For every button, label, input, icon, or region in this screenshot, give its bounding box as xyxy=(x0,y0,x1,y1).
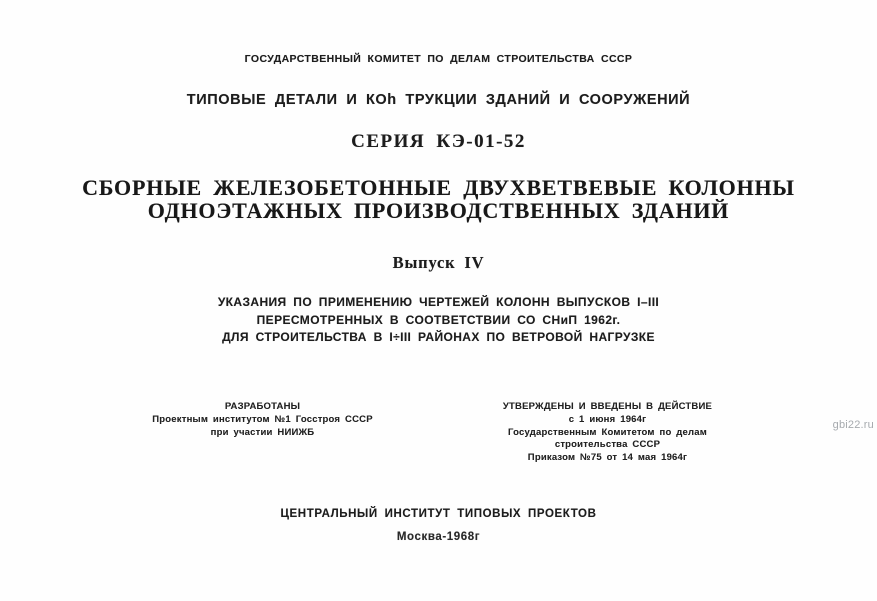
main-title-line1: СБОРНЫЕ ЖЕЛЕЗОБЕТОННЫЕ ДВУХВЕТВЕВЫЕ КОЛОННЫ xyxy=(82,175,795,200)
approved-line2: Государственным Комитетом по делам xyxy=(508,426,707,438)
main-title xyxy=(0,176,877,222)
series-title-line: ТИПОВЫЕ ДЕТАЛИ И КОh ТРУКЦИИ ЗДАНИЙ И СООРУЖЕНИЙ xyxy=(186,92,691,108)
approved-line1: с 1 июня 1964г xyxy=(568,413,647,425)
subtitle-block xyxy=(0,294,877,347)
subtitle-line2: ПЕРЕСМОТРЕННЫХ В СООТВЕТСТВИИ СО СНиП 1962г. xyxy=(256,312,621,327)
approved-line3: строительства СССР xyxy=(554,439,661,451)
issue-label: Выпуск IV xyxy=(392,253,485,272)
city-year-line: Москва-1968г xyxy=(396,531,481,543)
org-header: ГОСУДАРСТВЕННЫЙ КОМИТЕТ ПО ДЕЛАМ СТРОИТЕЛЬСТВА СССР xyxy=(244,53,633,65)
developed-block xyxy=(140,401,385,439)
site-watermark: gbi22.ru xyxy=(832,419,874,431)
approved-line4: Приказом №75 от 14 мая 1964г xyxy=(527,452,688,464)
series-number: СЕРИЯ КЭ-01-52 xyxy=(351,131,526,152)
publisher-line: ЦЕНТРАЛЬНЫЙ ИНСТИТУТ ТИПОВЫХ ПРОЕКТОВ xyxy=(280,508,597,520)
developed-heading: РАЗРАБОТАНЫ xyxy=(224,401,301,412)
approved-block xyxy=(485,401,730,465)
subtitle-line3: ДЛЯ СТРОИТЕЛЬСТВА В I÷III РАЙОНАХ ПО ВЕТРОВОЙ НАГРУЗКЕ xyxy=(222,330,655,344)
approved-heading: УТВЕРЖДЕНЫ И ВВЕДЕНЫ В ДЕЙСТВИЕ xyxy=(502,401,713,412)
developed-line2: при участии НИИЖБ xyxy=(210,426,315,438)
developed-line1: Проектным институтом №1 Госстроя СССР xyxy=(152,413,373,425)
subtitle-line1: УКАЗАНИЯ ПО ПРИМЕНЕНИЮ ЧЕРТЕЖЕЙ КОЛОНН ВЫПУСКОВ I–III xyxy=(217,295,660,309)
main-title-line2: ОДНОЭТАЖНЫХ ПРОИЗВОДСТВЕННЫХ ЗДАНИЙ xyxy=(147,198,730,223)
